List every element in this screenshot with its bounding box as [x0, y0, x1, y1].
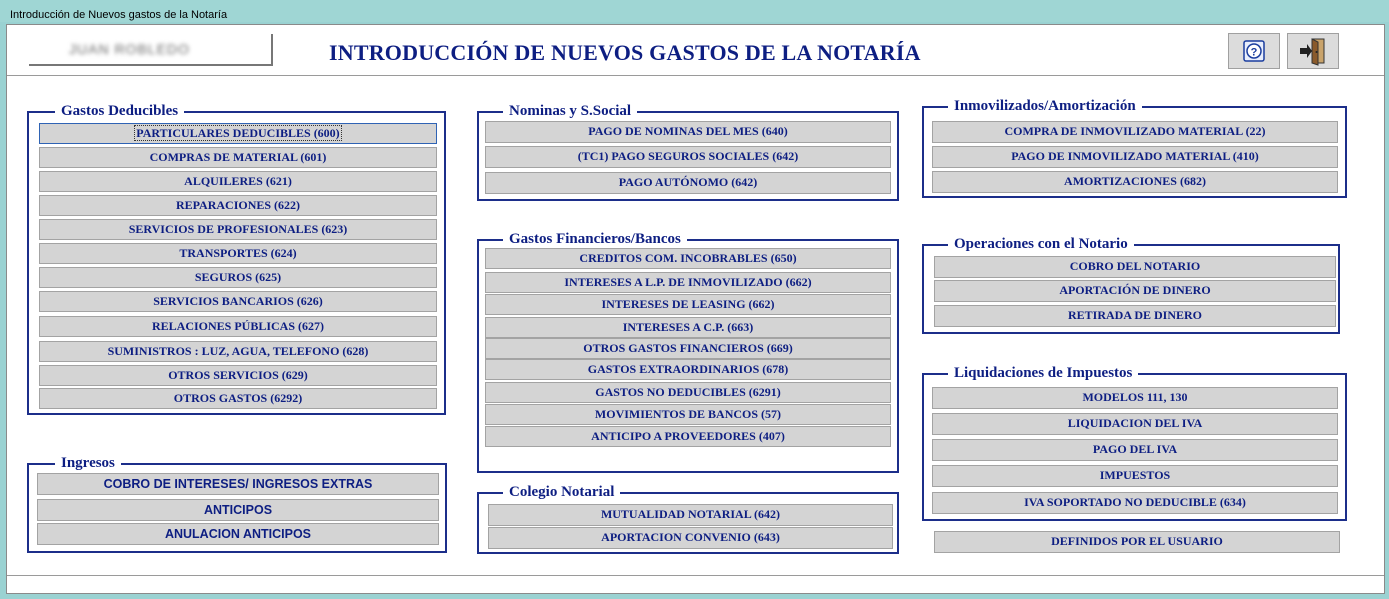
- help-icon: [1241, 38, 1267, 64]
- btn-compras-material[interactable]: COMPRAS DE MATERIAL (601): [39, 147, 437, 168]
- group-title: Gastos Deducibles: [55, 101, 184, 121]
- btn-amortizaciones[interactable]: AMORTIZACIONES (682): [932, 171, 1338, 193]
- window-title: Introducción de Nuevos gastos de la Notaría: [10, 9, 228, 21]
- group-colegio-notarial: [477, 484, 899, 554]
- btn-impuestos[interactable]: IMPUESTOS: [932, 465, 1338, 487]
- btn-reparaciones[interactable]: REPARACIONES (622): [39, 195, 437, 216]
- btn-gastos-extraordinarios[interactable]: GASTOS EXTRAORDINARIOS (678): [485, 359, 891, 380]
- btn-servicios-profesionales[interactable]: SERVICIOS DE PROFESIONALES (623): [39, 219, 437, 240]
- btn-mutualidad-notarial[interactable]: MUTUALIDAD NOTARIAL (642): [488, 504, 893, 526]
- btn-intereses-cp[interactable]: INTERESES A C.P. (663): [485, 317, 891, 338]
- btn-servicios-bancarios[interactable]: SERVICIOS BANCARIOS (626): [39, 291, 437, 312]
- btn-iva-soportado[interactable]: IVA SOPORTADO NO DEDUCIBLE (634): [932, 492, 1338, 514]
- btn-compra-inmovilizado[interactable]: COMPRA DE INMOVILIZADO MATERIAL (22): [932, 121, 1338, 143]
- btn-liquidacion-iva[interactable]: LIQUIDACION DEL IVA: [932, 413, 1338, 435]
- btn-seguros[interactable]: SEGUROS (625): [39, 267, 437, 288]
- btn-retirada-dinero[interactable]: RETIRADA DE DINERO: [934, 305, 1336, 327]
- group-ingresos: [27, 455, 447, 553]
- btn-transportes[interactable]: TRANSPORTES (624): [39, 243, 437, 264]
- btn-aportacion-convenio[interactable]: APORTACION CONVENIO (643): [488, 527, 893, 549]
- header-divider: [7, 75, 1384, 76]
- btn-otros-gastos[interactable]: OTROS GASTOS (6292): [39, 388, 437, 409]
- btn-pago-nominas[interactable]: PAGO DE NOMINAS DEL MES (640): [485, 121, 891, 143]
- exit-button[interactable]: [1287, 33, 1339, 69]
- btn-relaciones-publicas[interactable]: RELACIONES PÚBLICAS (627): [39, 316, 437, 337]
- group-gastos-financieros: [477, 231, 899, 473]
- group-title: Nominas y S.Social: [503, 101, 637, 121]
- page-title: INTRODUCCIÓN DE NUEVOS GASTOS DE LA NOTARÍA: [329, 40, 921, 65]
- btn-aportacion-dinero[interactable]: APORTACIÓN DE DINERO: [934, 280, 1336, 302]
- btn-gastos-no-deducibles[interactable]: GASTOS NO DEDUCIBLES (6291): [485, 382, 891, 403]
- group-liquidaciones-impuestos: [922, 365, 1347, 521]
- btn-intereses-lp[interactable]: INTERESES A L.P. DE INMOVILIZADO (662): [485, 272, 891, 293]
- btn-creditos-incobrables[interactable]: CREDITOS COM. INCOBRABLES (650): [485, 248, 891, 269]
- btn-cobro-intereses[interactable]: COBRO DE INTERESES/ INGRESOS EXTRAS: [37, 473, 439, 495]
- window-titlebar[interactable]: [0, 0, 1389, 22]
- group-title: Gastos Financieros/Bancos: [503, 229, 687, 249]
- help-button[interactable]: [1228, 33, 1280, 69]
- footer-divider: [7, 575, 1384, 576]
- btn-pago-inmovilizado[interactable]: PAGO DE INMOVILIZADO MATERIAL (410): [932, 146, 1338, 168]
- btn-pago-seguros-sociales[interactable]: (TC1) PAGO SEGUROS SOCIALES (642): [485, 146, 891, 168]
- btn-anticipo-proveedores[interactable]: ANTICIPO A PROVEEDORES (407): [485, 426, 891, 447]
- exit-door-icon: [1298, 36, 1328, 66]
- btn-modelos-111-130[interactable]: MODELOS 111, 130: [932, 387, 1338, 409]
- svg-text:?: ?: [1250, 46, 1258, 59]
- group-inmovilizados: [922, 98, 1347, 198]
- btn-particulares-deducibles[interactable]: PARTICULARES DEDUCIBLES (600): [39, 123, 437, 144]
- group-title: Inmovilizados/Amortización: [948, 96, 1142, 116]
- btn-anulacion-anticipos[interactable]: ANULACION ANTICIPOS: [37, 523, 439, 545]
- btn-alquileres[interactable]: ALQUILERES (621): [39, 171, 437, 192]
- group-nominas: [477, 103, 899, 201]
- btn-pago-iva[interactable]: PAGO DEL IVA: [932, 439, 1338, 461]
- group-title: Operaciones con el Notario: [948, 234, 1134, 254]
- user-name-box: [29, 34, 273, 66]
- group-gastos-deducibles: [27, 103, 446, 415]
- group-title: Ingresos: [55, 453, 121, 473]
- btn-definidos-usuario[interactable]: DEFINIDOS POR EL USUARIO: [934, 531, 1340, 553]
- btn-pago-autonomo[interactable]: PAGO AUTÓNOMO (642): [485, 172, 891, 194]
- group-operaciones-notario: [922, 236, 1340, 334]
- user-name: JUAN ROBLEDO: [69, 41, 190, 57]
- btn-intereses-leasing[interactable]: INTERESES DE LEASING (662): [485, 294, 891, 315]
- btn-cobro-notario[interactable]: COBRO DEL NOTARIO: [934, 256, 1336, 278]
- btn-suministros[interactable]: SUMINISTROS : LUZ, AGUA, TELEFONO (628): [39, 341, 437, 362]
- btn-movimientos-bancos[interactable]: MOVIMIENTOS DE BANCOS (57): [485, 404, 891, 425]
- btn-anticipos[interactable]: ANTICIPOS: [37, 499, 439, 521]
- main-panel: [6, 24, 1385, 594]
- btn-otros-gastos-financieros[interactable]: OTROS GASTOS FINANCIEROS (669): [485, 338, 891, 359]
- group-title: Colegio Notarial: [503, 482, 620, 502]
- group-title: Liquidaciones de Impuestos: [948, 363, 1138, 383]
- btn-otros-servicios[interactable]: OTROS SERVICIOS (629): [39, 365, 437, 386]
